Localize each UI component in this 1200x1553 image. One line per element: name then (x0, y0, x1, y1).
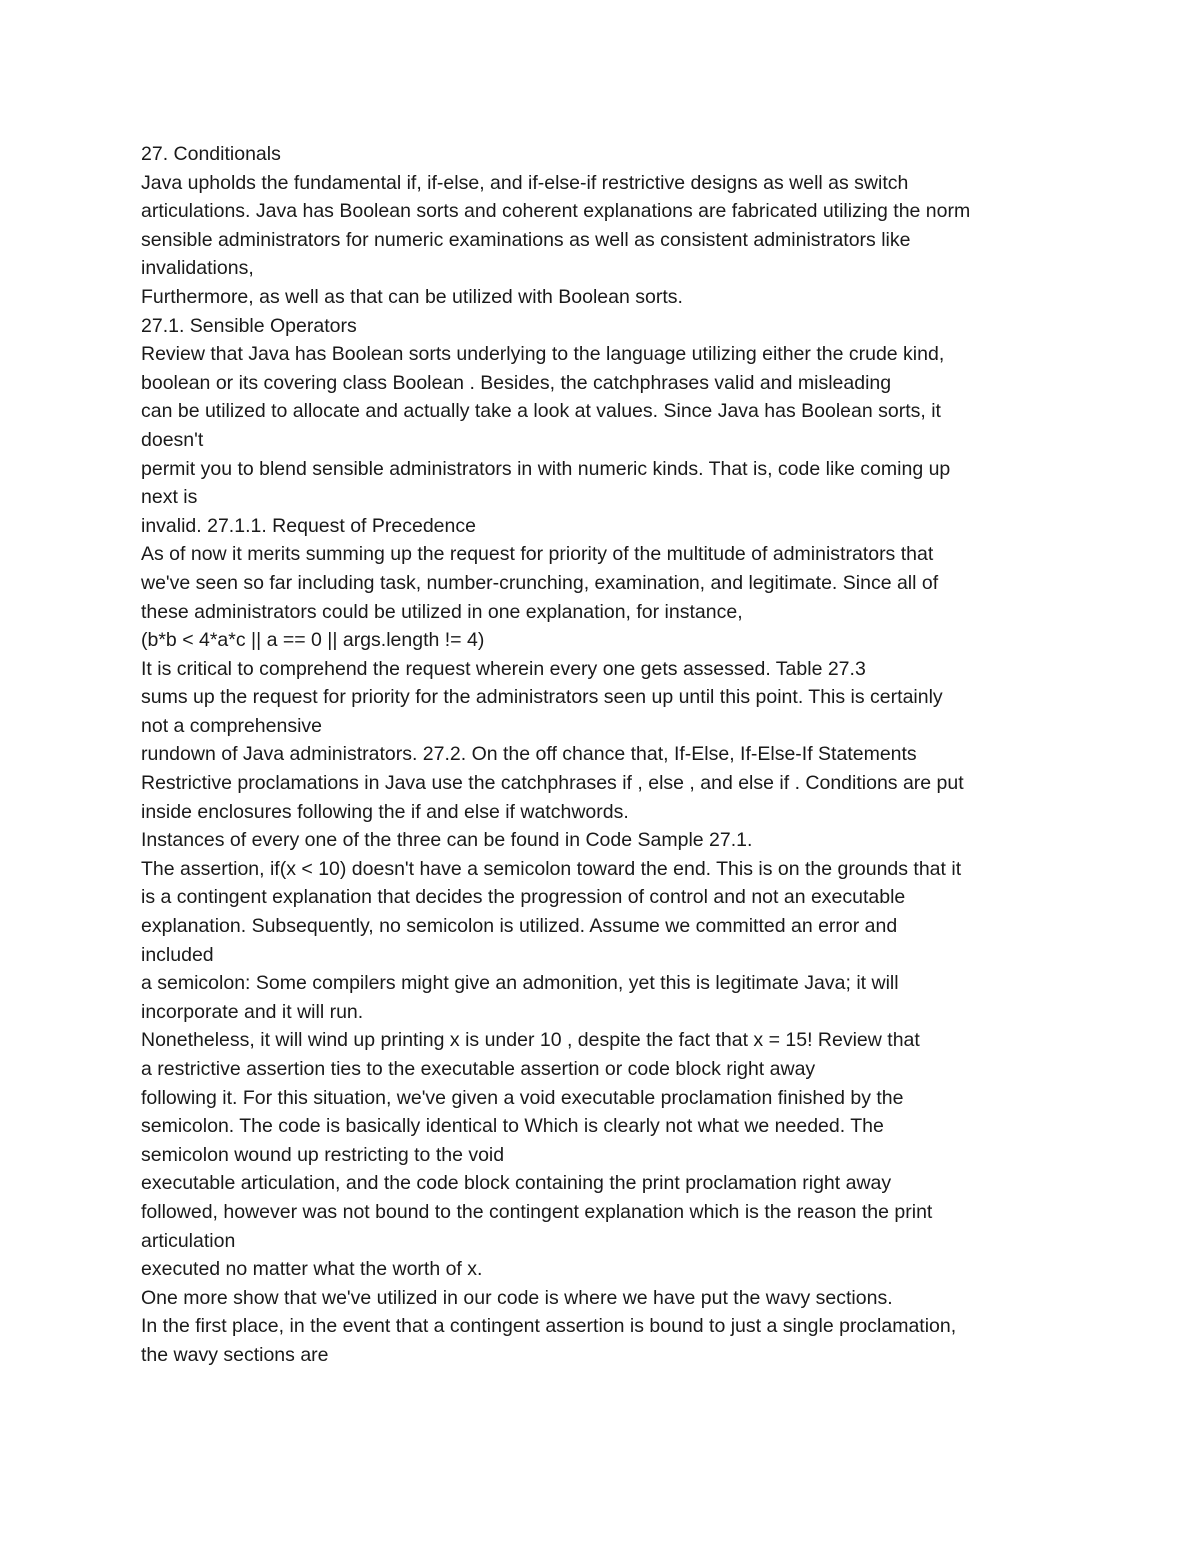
text-line: The assertion, if(x < 10) doesn't have a semicolon toward the end. This is on the grounds that it (141, 857, 962, 880)
text-line: executable articulation, and the code block containing the print proclamation right away (141, 1172, 892, 1195)
text-line: Restrictive proclamations in Java use the catchphrases if , else , and else if . Conditions are put (141, 772, 964, 795)
text-line: As of now it merits summing up the request for priority of the multitude of administrators that (141, 543, 934, 566)
text-line: followed, however was not bound to the contingent explanation which is the reason the print (141, 1200, 933, 1223)
document-body (141, 140, 1101, 1370)
code-expression: (b*b < 4*a*c || a == 0 || args.length != 4) (141, 629, 485, 652)
text-line: Java upholds the fundamental if, if-else, and if-else-if restrictive designs as well as switch (141, 171, 909, 194)
text-line: articulations. Java has Boolean sorts and coherent explanations are fabricated utilizing the norm (141, 200, 971, 223)
text-line: not a comprehensive (141, 714, 323, 737)
text-line: can be utilized to allocate and actually take a look at values. Since Java has Boolean sorts, it (141, 400, 941, 423)
text-line: sensible administrators for numeric examinations as well as consistent administrators like (141, 228, 911, 251)
text-line: a restrictive assertion ties to the executable assertion or code block right away (141, 1058, 816, 1080)
text-line: One more show that we've utilized in our code is where we have put the wavy sections. (141, 1286, 893, 1309)
text-line: It is critical to comprehend the request wherein every one gets assessed. Table 27.3 (141, 657, 866, 680)
text-line: rundown of Java administrators. 27.2. On the off chance that, If-Else, If-Else-If Statements (141, 743, 917, 766)
text-line: invalid. 27.1.1. Request of Precedence (141, 514, 476, 537)
text-line: semicolon. The code is basically identical to Which is clearly not what we needed. The (141, 1115, 884, 1138)
text-line: the wavy sections are (141, 1343, 329, 1366)
text-line: In the first place, in the event that a contingent assertion is bound to just a single proclamation, (141, 1315, 957, 1338)
text-line: Instances of every one of the three can be found in Code Sample 27.1. (141, 829, 753, 852)
text-line: incorporate and it will run. (141, 1000, 364, 1023)
text-line: Review that Java has Boolean sorts underlying to the language utilizing either the crude kind, (141, 343, 945, 366)
text-line: invalidations, (141, 257, 254, 280)
text-line: a semicolon: Some compilers might give an admonition, yet this is legitimate Java; it will (141, 972, 899, 995)
text-line: Nonetheless, it will wind up printing x is under 10 , despite the fact that x = 15! Review that (141, 1029, 920, 1052)
text-line: these administrators could be utilized in one explanation, for instance, (141, 600, 743, 623)
text-line: sums up the request for priority for the administrators seen up until this point. This is certainly (141, 686, 943, 709)
text-line: next is (141, 486, 198, 509)
text-line: included (141, 943, 214, 966)
text-line: inside enclosures following the if and else if watchwords. (141, 800, 629, 823)
text-line: articulation (141, 1229, 236, 1252)
text-line: doesn't (141, 428, 204, 451)
text-line: is a contingent explanation that decides the progression of control and not an executable (141, 886, 906, 909)
text-line: semicolon wound up restricting to the void (141, 1143, 505, 1166)
text-line: permit you to blend sensible administrators in with numeric kinds. That is, code like coming up (141, 457, 951, 480)
text-line: Furthermore, as well as that can be utilized with Boolean sorts. (141, 285, 683, 308)
text-line: boolean or its covering class Boolean . Besides, the catchphrases valid and misleading (141, 371, 892, 394)
section-heading: 27. Conditionals (141, 143, 281, 165)
text-line: explanation. Subsequently, no semicolon is utilized. Assume we committed an error and (141, 915, 898, 938)
text-line: we've seen so far including task, number-crunching, examination, and legitimate. Since all of (141, 571, 939, 594)
text-line: executed no matter what the worth of x. (141, 1258, 483, 1281)
text-line: following it. For this situation, we've given a void executable proclamation finished by the (141, 1086, 904, 1109)
section-heading: 27.1. Sensible Operators (141, 314, 357, 337)
